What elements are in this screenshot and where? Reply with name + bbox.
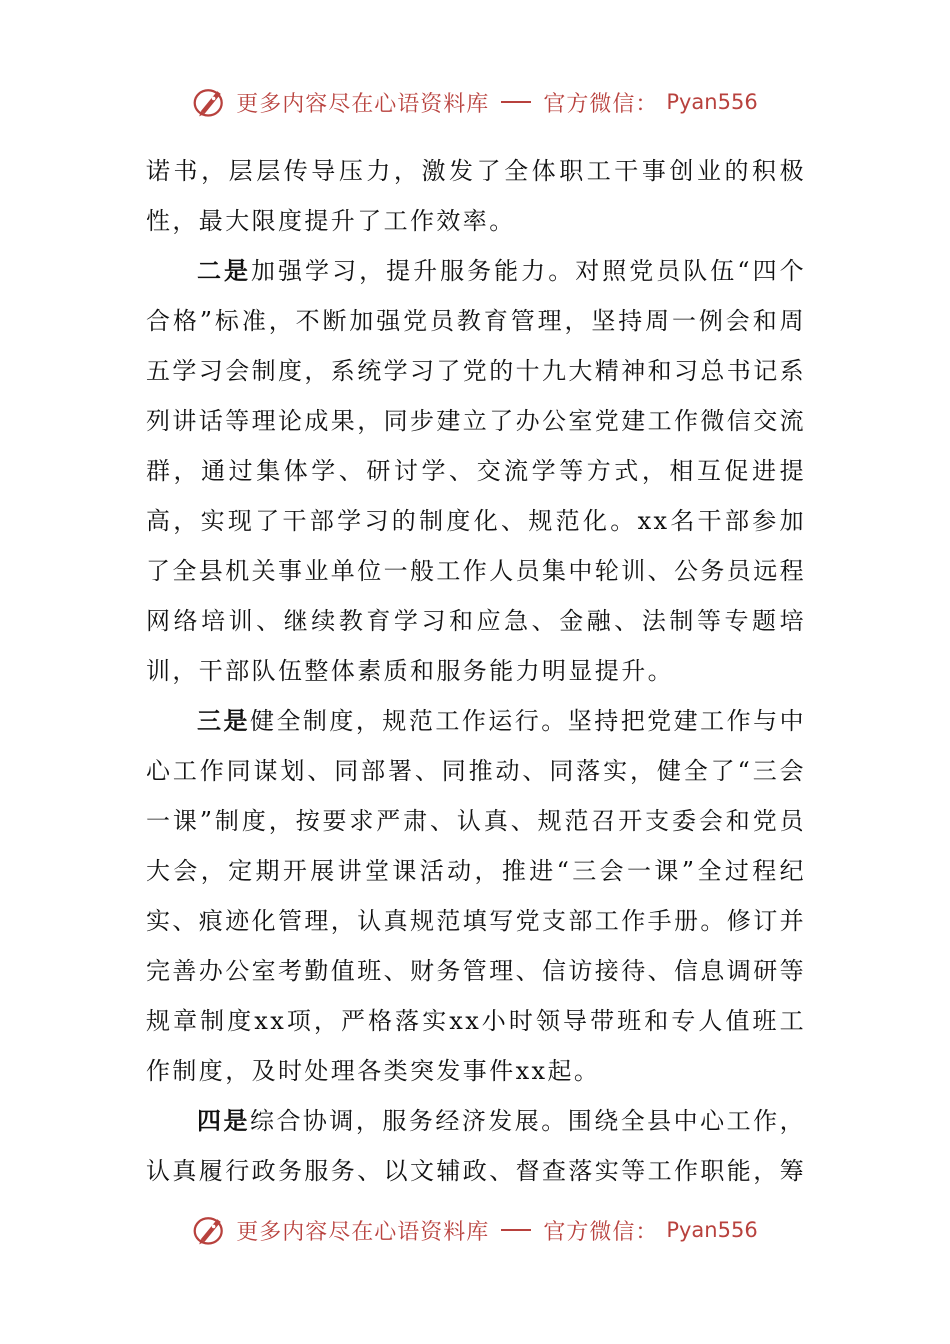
paragraph-2 — [146, 246, 806, 696]
paragraph-1-text: 诺书，层层传导压力，激发了全体职工干事创业的积极性，最大限度提升了工作效率。 — [146, 157, 806, 235]
paragraph-4-lead: 四是 — [197, 1106, 250, 1135]
header-banner — [0, 82, 950, 122]
paragraph-3-lead: 三是 — [197, 706, 250, 735]
footer-banner-dash — [501, 1229, 531, 1231]
pen-nib-logo-icon — [192, 84, 228, 120]
footer-wechat-id: Pyan556 — [666, 1218, 758, 1242]
paragraph-3-text: 健全制度，规范工作运行。坚持把党建工作与中心工作同谋划、同部署、同推动、同落实，健全了“三会一课”制度，按要求严肃、认真、规范召开支委会和党员大会，定期开展讲堂课活动，推进“三会一课”全过程纪实、痕迹化管理，认真规范填写党支部工作手册。修订并完善办公室考勤值班、财务管理、信访接待、信息调研等规章制度xx项，严格落实xx小时领导带班和专人值班工作制度，及时处理各类突发事件xx起。 — [146, 707, 806, 1085]
document-body — [146, 146, 806, 1196]
pen-nib-logo-icon — [192, 1212, 228, 1248]
paragraph-3 — [146, 696, 806, 1096]
header-banner-text: 更多内容尽在心语资料库 — [236, 91, 490, 117]
paragraph-2-text: 加强学习，提升服务能力。对照党员队伍“四个合格”标准，不断加强党员教育管理，坚持周一例会和周五学习会制度，系统学习了党的十九大精神和习总书记系列讲话等理论成果，同步建立了办公室党建工作微信交流群，通过集体学、研讨学、交流学等方式，相互促进提高，实现了干部学习的制度化、规范化。xx名干部参加了全县机关事业单位一般工作人员集中轮训、公务员远程网络培训、继续教育学习和应急、金融、法制等专题培训，干部队伍整体素质和服务能力明显提升。 — [146, 257, 806, 685]
paragraph-1 — [146, 146, 806, 246]
footer-banner-text: 更多内容尽在心语资料库 — [236, 1219, 490, 1245]
footer-banner-suffix: 官方微信： — [543, 1219, 659, 1245]
paragraph-4-text: 综合协调，服务经济发展。围绕全县中心工作，认真履行政务服务、以文辅政、督查落实等工作职能，筹 — [146, 1107, 806, 1185]
footer-banner — [0, 1210, 950, 1250]
paragraph-4 — [146, 1096, 806, 1196]
header-banner-suffix: 官方微信： — [543, 91, 659, 117]
header-wechat-id: Pyan556 — [666, 90, 758, 114]
header-banner-dash — [501, 101, 531, 103]
paragraph-2-lead: 二是 — [197, 256, 252, 285]
